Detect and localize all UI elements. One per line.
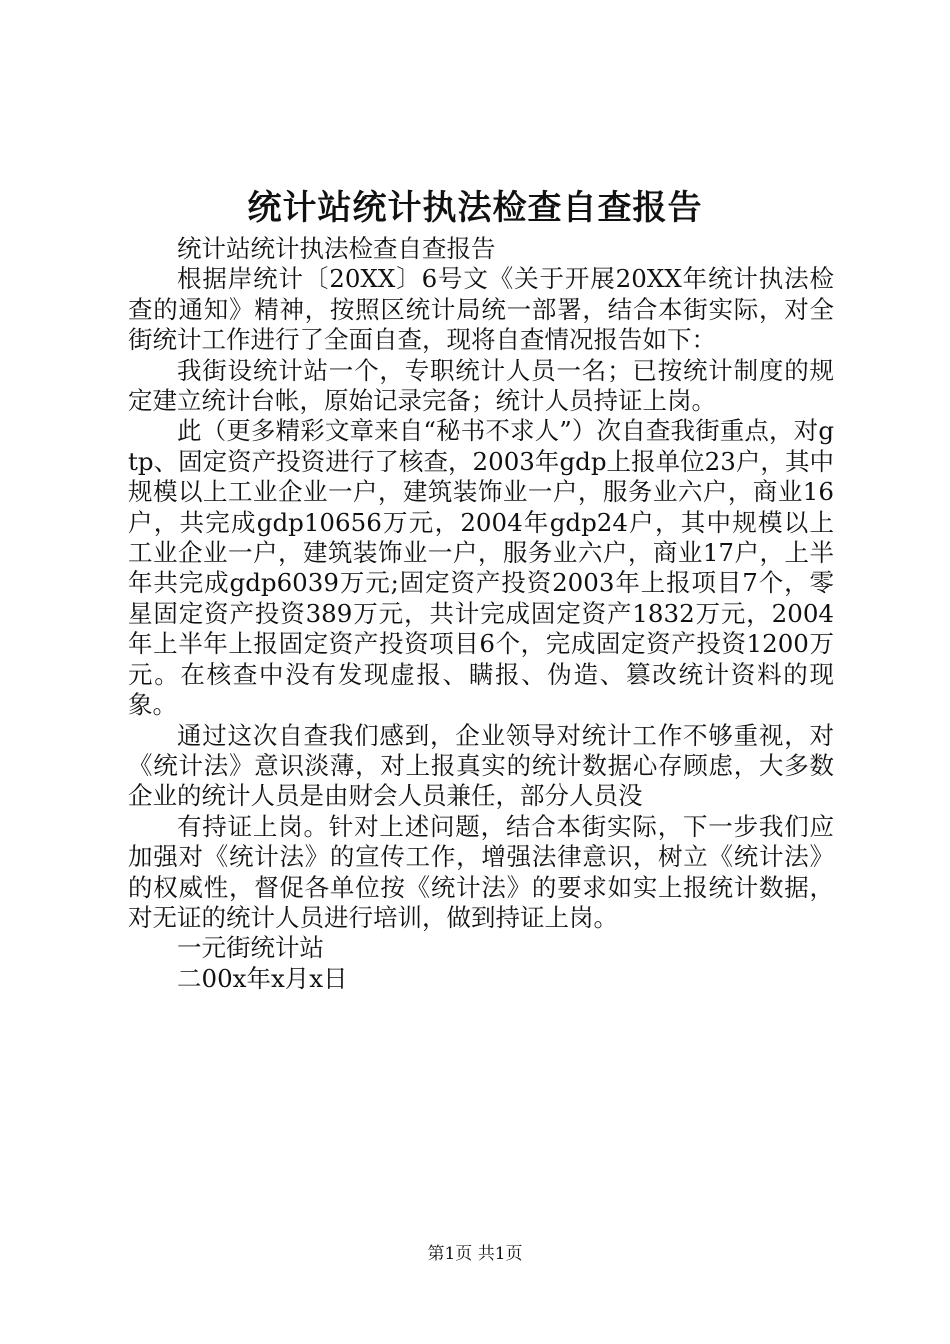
body-paragraph-inspection: 此（更多精彩文章来自“秘书不求人”）次自查我街重点，对gtp、固定资产投资进行了核查，2003年gdp上报单位23户，其中规模以上工业企业一户，建筑装饰业一户，服务业六户，商业16户，共完成gdp10656万元，2004年gdp24户，其中规模以上工业企业一户，建筑装饰业一户，服务业六户，商业17户，上半年共完成gdp6039万元;固定资产投资2003年上报项目7个，零星固定资产投资389万元，共计完成固定资产1832万元，2004年上半年上报固定资产投资项目6个，完成固定资产投资1200万元。在核查中没有发现虚报、瞒报、伪造、篡改统计资料的现象。 (128, 416, 834, 720)
document-body (128, 234, 834, 994)
body-paragraph-findings: 通过这次自查我们感到，企业领导对统计工作不够重视，对《统计法》意识淡薄，对上报真实的统计数据心存顾虑，大多数企业的统计人员是由财会人员兼任，部分人员没 (128, 720, 834, 811)
document-title: 统计站统计执法检查自查报告 (247, 188, 703, 228)
signature-date: 二00x年x月x日 (177, 963, 348, 993)
body-paragraph-staffing: 我街设统计站一个，专职统计人员一名；已按统计制度的规定建立统计台帐，原始记录完备；统计人员持证上岗。 (128, 355, 834, 416)
body-paragraph-heading: 统计站统计执法检查自查报告 (177, 234, 496, 263)
body-paragraph-intro: 根据岸统计〔20XX〕6号文《关于开展20XX年统计执法检查的通知》精神，按照区统计局统一部署，结合本街实际，对全街统计工作进行了全面自查，现将自查情况报告如下： (128, 264, 834, 355)
signature-organization: 一元街统计站 (177, 933, 324, 963)
body-paragraph-measures: 有持证上岗。针对上述问题，结合本街实际，下一步我们应加强对《统计法》的宣传工作，增强法律意识，树立《统计法》的权威性，督促各单位按《统计法》的要求如实上报统计数据，对无证的统计人员进行培训，做到持证上岗。 (128, 811, 834, 932)
page-number-footer: 第1页 共1页 (427, 1244, 523, 1264)
